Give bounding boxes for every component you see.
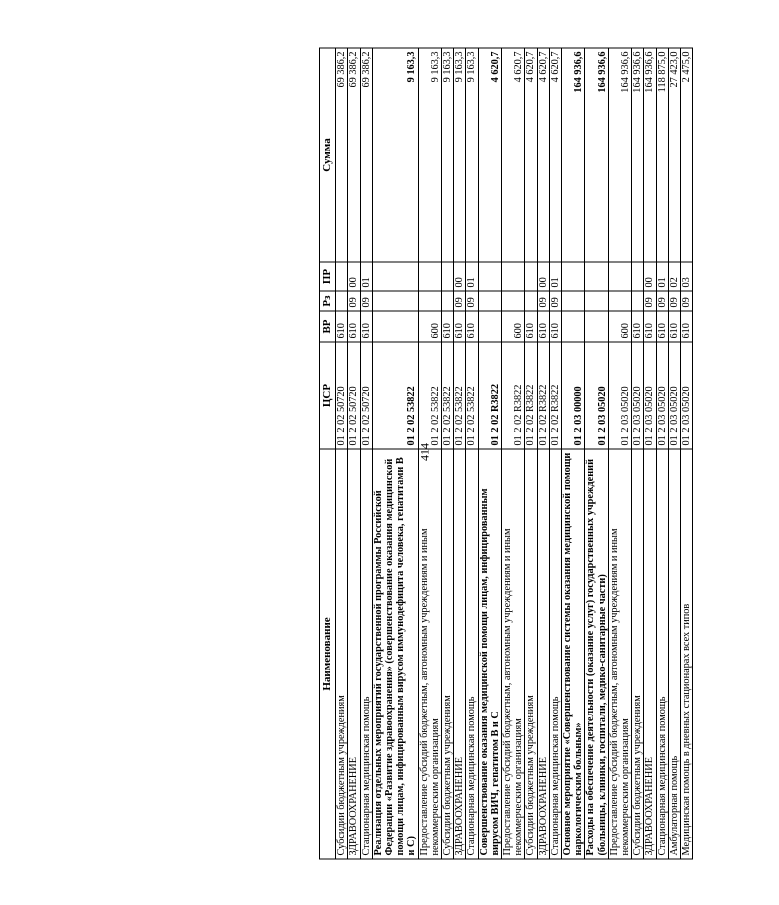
cell-pr: 01 xyxy=(466,262,478,291)
cell-sum: 164 936,6 xyxy=(562,48,585,262)
table-row xyxy=(608,48,631,859)
table-row xyxy=(549,48,561,859)
table-row xyxy=(348,48,360,859)
cell-csr: 01 2 02 R3822 xyxy=(537,342,549,449)
cell-name: Основное мероприятие «Совершенствование системы оказания медицинской помощи наркологическим больным» xyxy=(562,449,585,859)
cell-csr: 01 2 03 05020 xyxy=(681,342,693,449)
cell-rz xyxy=(502,291,525,311)
cell-rz xyxy=(525,291,537,311)
cell-pr xyxy=(608,262,631,291)
cell-sum: 4 620,7 xyxy=(502,48,525,262)
cell-csr: 01 2 03 00000 xyxy=(562,342,585,449)
table-row xyxy=(632,48,644,859)
cell-vr: 610 xyxy=(348,311,360,342)
cell-csr: 01 2 03 05020 xyxy=(632,342,644,449)
cell-pr: 01 xyxy=(549,262,561,291)
cell-csr: 01 2 02 50720 xyxy=(348,342,360,449)
cell-vr: 610 xyxy=(537,311,549,342)
cell-rz xyxy=(585,291,608,311)
cell-vr: 600 xyxy=(502,311,525,342)
cell-rz: 09 xyxy=(454,291,466,311)
cell-rz: 09 xyxy=(668,291,680,311)
cell-sum: 164 936,6 xyxy=(608,48,631,262)
cell-csr: 01 2 02 50720 xyxy=(336,342,348,449)
cell-csr: 01 2 03 05020 xyxy=(656,342,668,449)
cell-pr xyxy=(632,262,644,291)
cell-csr: 01 2 02 R3822 xyxy=(525,342,537,449)
cell-vr: 610 xyxy=(525,311,537,342)
header-vr: ВР xyxy=(320,311,336,342)
header-pr: ПР xyxy=(320,262,336,291)
table-row xyxy=(502,48,525,859)
cell-rz: 09 xyxy=(644,291,656,311)
cell-csr: 01 2 02 53822 xyxy=(372,342,418,449)
cell-rz xyxy=(372,291,418,311)
cell-vr: 610 xyxy=(656,311,668,342)
cell-pr xyxy=(525,262,537,291)
cell-rz: 09 xyxy=(348,291,360,311)
table-row xyxy=(454,48,466,859)
cell-pr xyxy=(372,262,418,291)
cell-name: Субсидии бюджетным учреждениям xyxy=(442,449,454,859)
cell-name: Субсидии бюджетным учреждениям xyxy=(336,449,348,859)
cell-rz: 09 xyxy=(360,291,372,311)
cell-vr xyxy=(585,311,608,342)
table-row xyxy=(360,48,372,859)
table-row xyxy=(525,48,537,859)
cell-sum: 27 423,0 xyxy=(668,48,680,262)
cell-sum: 164 936,6 xyxy=(632,48,644,262)
cell-name: ЗДРАВООХРАНЕНИЕ xyxy=(537,449,549,859)
table-row xyxy=(478,48,501,859)
cell-sum: 69 386,2 xyxy=(360,48,372,262)
cell-vr: 610 xyxy=(336,311,348,342)
table-row xyxy=(681,48,693,859)
cell-vr: 610 xyxy=(644,311,656,342)
cell-rz: 09 xyxy=(656,291,668,311)
cell-name: Предоставление субсидий бюджетным, автономным учреждениям и иным некоммерческим организациям xyxy=(418,449,441,859)
cell-name: Субсидии бюджетным учреждениям xyxy=(525,449,537,859)
cell-vr: 600 xyxy=(418,311,441,342)
header-csr: ЦСР xyxy=(320,342,336,449)
cell-vr xyxy=(562,311,585,342)
cell-csr: 01 2 03 05020 xyxy=(668,342,680,449)
cell-rz xyxy=(608,291,631,311)
cell-pr: 01 xyxy=(656,262,668,291)
cell-sum: 2 475,0 xyxy=(681,48,693,262)
cell-rz xyxy=(562,291,585,311)
cell-name: Реализация отдельных мероприятий государственной программы Российской Федерации «Развитие здравоохранения» (совершенствование оказания медицинской помощи лицам, инфицированным вирусом иммунодефицита человека, гепатитами B и C) xyxy=(372,449,418,859)
cell-rz xyxy=(442,291,454,311)
cell-name: Предоставление субсидий бюджетным, автономным учреждениям и иным некоммерческим организациям xyxy=(608,449,631,859)
cell-name: Стационарная медицинская помощь xyxy=(656,449,668,859)
cell-rz: 09 xyxy=(466,291,478,311)
cell-csr: 01 2 03 05020 xyxy=(585,342,608,449)
cell-csr: 01 2 02 R3822 xyxy=(502,342,525,449)
cell-rz: 09 xyxy=(681,291,693,311)
cell-rz: 09 xyxy=(549,291,561,311)
cell-sum: 9 163,3 xyxy=(442,48,454,262)
table-row xyxy=(656,48,668,859)
cell-csr: 01 2 03 05020 xyxy=(608,342,631,449)
cell-vr: 600 xyxy=(608,311,631,342)
cell-sum: 9 163,3 xyxy=(418,48,441,262)
header-rz: Рз xyxy=(320,291,336,311)
table-header-row xyxy=(320,48,336,859)
cell-pr xyxy=(585,262,608,291)
header-sum: Сумма xyxy=(320,48,336,262)
cell-csr: 01 2 03 05020 xyxy=(644,342,656,449)
cell-vr xyxy=(372,311,418,342)
cell-csr: 01 2 02 53822 xyxy=(418,342,441,449)
cell-sum: 164 936,6 xyxy=(644,48,656,262)
cell-name: ЗДРАВООХРАНЕНИЕ xyxy=(348,449,360,859)
cell-sum: 9 163,3 xyxy=(466,48,478,262)
budget-table-container xyxy=(319,49,779,860)
cell-pr xyxy=(502,262,525,291)
cell-vr: 610 xyxy=(681,311,693,342)
cell-name: Совершенствование оказания медицинской помощи лицам, инфицированным вирусом ВИЧ, гепатитом В и С xyxy=(478,449,501,859)
cell-sum: 4 620,7 xyxy=(549,48,561,262)
cell-vr: 610 xyxy=(549,311,561,342)
page-number: 414 xyxy=(417,443,432,461)
cell-name: Стационарная медицинская помощь xyxy=(466,449,478,859)
cell-rz xyxy=(336,291,348,311)
cell-pr xyxy=(336,262,348,291)
cell-pr: 02 xyxy=(668,262,680,291)
cell-rz xyxy=(478,291,501,311)
cell-name: Амбулаторная помощь xyxy=(668,449,680,859)
cell-vr: 610 xyxy=(632,311,644,342)
cell-sum: 118 875,0 xyxy=(656,48,668,262)
table-row xyxy=(537,48,549,859)
cell-vr: 610 xyxy=(466,311,478,342)
table-row xyxy=(336,48,348,859)
cell-pr: 00 xyxy=(644,262,656,291)
cell-pr: 00 xyxy=(348,262,360,291)
table-body xyxy=(336,48,693,859)
table-row xyxy=(644,48,656,859)
budget-table xyxy=(319,48,693,860)
cell-name: Предоставление субсидий бюджетным, автономным учреждениям и иным некоммерческим организациям xyxy=(502,449,525,859)
cell-rz: 09 xyxy=(537,291,549,311)
cell-csr: 01 2 02 53822 xyxy=(466,342,478,449)
cell-rz xyxy=(418,291,441,311)
table-row xyxy=(668,48,680,859)
cell-pr: 03 xyxy=(681,262,693,291)
cell-sum: 9 163,3 xyxy=(454,48,466,262)
cell-sum: 69 386,2 xyxy=(348,48,360,262)
header-name: Наименование xyxy=(320,449,336,859)
cell-pr xyxy=(478,262,501,291)
cell-vr: 610 xyxy=(442,311,454,342)
cell-csr: 01 2 02 R3822 xyxy=(549,342,561,449)
cell-rz xyxy=(632,291,644,311)
cell-name: ЗДРАВООХРАНЕНИЕ xyxy=(644,449,656,859)
cell-csr: 01 2 02 53822 xyxy=(442,342,454,449)
cell-sum: 69 386,2 xyxy=(336,48,348,262)
cell-csr: 01 2 02 50720 xyxy=(360,342,372,449)
cell-pr: 00 xyxy=(537,262,549,291)
cell-csr: 01 2 02 R3822 xyxy=(478,342,501,449)
cell-sum: 164 936,6 xyxy=(585,48,608,262)
cell-name: Субсидии бюджетным учреждениям xyxy=(632,449,644,859)
table-row xyxy=(466,48,478,859)
table-row xyxy=(418,48,441,859)
cell-name: Стационарная медицинская помощь xyxy=(549,449,561,859)
cell-pr xyxy=(562,262,585,291)
cell-sum: 4 620,7 xyxy=(525,48,537,262)
table-row xyxy=(562,48,585,859)
cell-vr: 610 xyxy=(454,311,466,342)
cell-name: Стационарная медицинская помощь xyxy=(360,449,372,859)
cell-name: Расходы на обеспечение деятельности (оказание услуг) государственных учреждений (больницы, клиники, госпитали, медико-санитарные части) xyxy=(585,449,608,859)
cell-pr xyxy=(442,262,454,291)
cell-name: Медицинская помощь в дневных стационарах всех типов xyxy=(681,449,693,859)
cell-vr xyxy=(478,311,501,342)
cell-sum: 9 163,3 xyxy=(372,48,418,262)
cell-name: ЗДРАВООХРАНЕНИЕ xyxy=(454,449,466,859)
table-row xyxy=(585,48,608,859)
cell-pr: 00 xyxy=(454,262,466,291)
cell-csr: 01 2 02 53822 xyxy=(454,342,466,449)
cell-pr xyxy=(418,262,441,291)
table-row xyxy=(372,48,418,859)
cell-sum: 4 620,7 xyxy=(537,48,549,262)
cell-pr: 01 xyxy=(360,262,372,291)
cell-vr: 610 xyxy=(360,311,372,342)
cell-vr: 610 xyxy=(668,311,680,342)
table-row xyxy=(442,48,454,859)
cell-sum: 4 620,7 xyxy=(478,48,501,262)
